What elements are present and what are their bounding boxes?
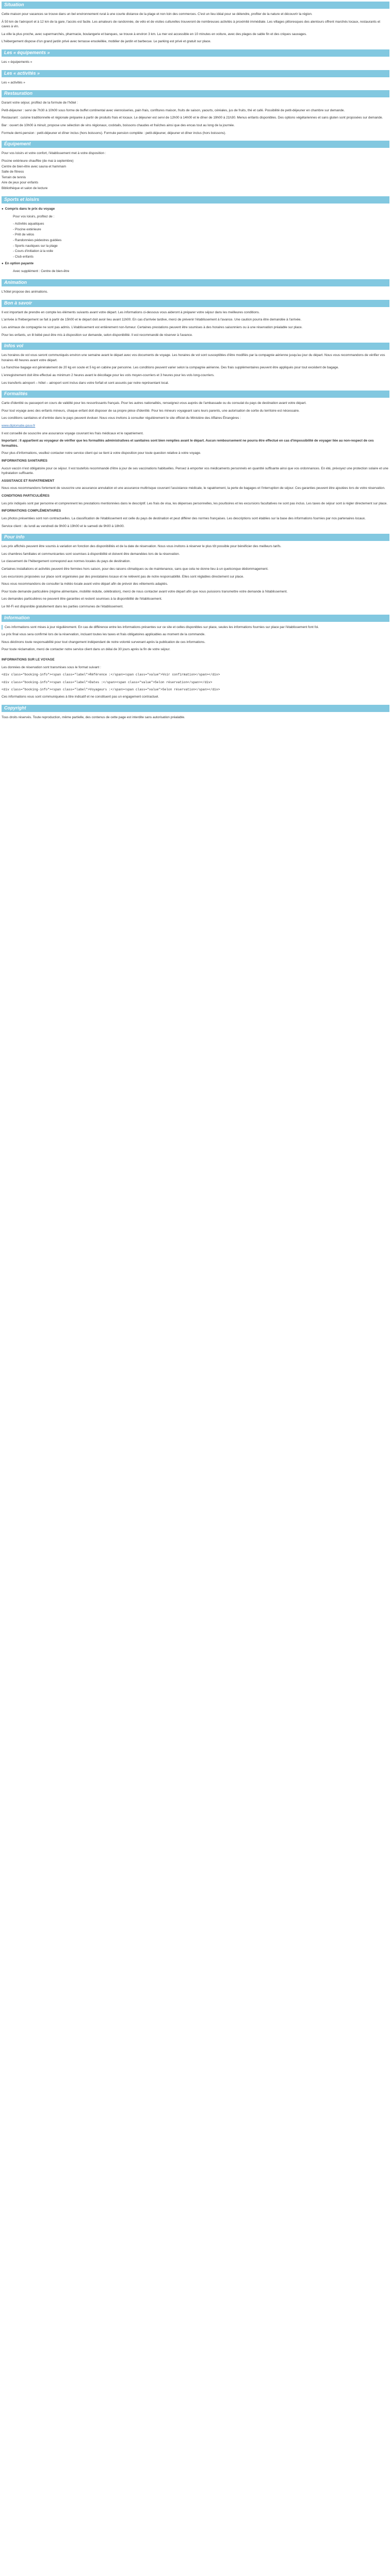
info-para-2: La franchise bagage est généralement de 20 kg en soute et 5 kg en cabine par personne. Les conditions peuvent varier selon la compagnie aérienne. Des frais supplémentaires peuvent être appliqués pour tout excédent de bagage. <box>2 366 339 370</box>
list-item: Aire de jeux pour enfants <box>2 181 39 185</box>
list-item: Salle de fitness <box>2 170 24 174</box>
info-para-1: Les horaires de vol vous seront communiqués environ une semaine avant le départ avec vos documents de voyage. Les horaires de vol sont susceptibles d'être modifiés par la compagnie aérienne jusqu'au jour du départ. Nous vous recommandons de vérifier vos horaires 48 heures avant votre départ. <box>2 353 385 362</box>
dash-icon: - <box>13 227 15 231</box>
formalities-para-5: Il est conseillé de souscrire une assurance voyage couvrant les frais médicaux et le rapatriement. <box>2 431 144 435</box>
equipment-short-text: Les « équipements » <box>2 60 32 64</box>
restaurant-para-5: Formule demi-pension : petit-déjeuner et dîner inclus (hors boissons). Formule pension complète : petit-déjeuner, déjeuner et dîner inclus (hors boissons). <box>2 131 226 135</box>
good-to-know-para-3: Les animaux de compagnie ne sont pas admis. L'établissement est entièrement non-fumeur. Certaines prestations peuvent être soumises à des horaires saisonniers ou à une réservation préalable sur place. <box>2 325 303 329</box>
sports-lead-text: Compris dans le prix du voyage <box>5 207 55 211</box>
bullet-icon: ● <box>2 207 4 211</box>
footer-section <box>2 705 389 720</box>
good-to-know-para-2: L'arrivée à l'hébergement se fait à partir de 15h00 et le départ doit avoir lieu avant 11h00. En cas d'arrivée tardive, merci de prévenir l'établissement à l'avance. Une caution pourra être demandée à l'arrivée. <box>2 318 302 322</box>
formalities-link-para <box>2 423 389 429</box>
list-item <box>13 222 389 227</box>
formalities-section <box>2 391 389 529</box>
situation-para-2: À 50 km de l'aéroport et à 12 km de la gare, l'accès est facile. Les amateurs de randonnée, de vélo et de visites culturelles trouveront de nombreuses activités à proximité immédiate. Les villages pittoresques des alentours offrent marchés locaux, restaurants et caves à vin. <box>2 20 381 29</box>
list-item-label: Piscine extérieure <box>14 227 41 231</box>
situation-section <box>2 2 389 44</box>
formalities-para-2: Pour tout voyage avec des enfants mineurs, chaque enfant doit disposer de sa propre pièce d'identité. Pour les mineurs voyageant sans leurs parents, une autorisation de sortie du territoire est nécessaire. <box>2 409 300 413</box>
notes-section <box>2 615 389 700</box>
dash-icon: - <box>13 244 15 248</box>
sports-title: Sports et loisirs <box>2 196 389 204</box>
for-info-para-7: Pour toute demande particulière (régime alimentaire, mobilité réduite, célébration), merci de nous contacter avant votre départ afin que nous puissions transmettre votre demande à l'établissement. <box>2 589 288 594</box>
restaurant-para-1: Durant votre séjour, profitez de la formule de l'hôtel : <box>2 101 78 105</box>
for-info-para-2: Les chambres familiales et communicantes sont soumises à disponibilité et doivent être demandées lors de la réservation. <box>2 552 180 556</box>
sports-lead <box>2 207 389 212</box>
sports-extra: Avec supplément : Centre de bien-être <box>13 269 70 274</box>
sports-intro: Pour vos loisirs, profitez de : <box>13 214 55 218</box>
info-para-4: Les transferts aéroport – hôtel – aéroport sont inclus dans votre forfait et sont assurés par notre représentant local. <box>2 381 169 385</box>
activities-short-section <box>2 70 389 86</box>
notes-para-1: Ces informations sont mises à jour régulièrement. En cas de différence entre les informations présentes sur ce site et celles disponibles sur place, seules les informations fournies sur place par l'établissement font foi. <box>2 625 389 630</box>
for-info-para-1: Les prix affichés peuvent être soumis à variation en fonction des disponibilités et de la date de réservation. Nous vous invitons à réserver le plus tôt possible pour bénéficier des meilleurs tarifs. <box>2 545 282 549</box>
list-item-label: Randonnées pédestres guidées <box>14 239 62 243</box>
formalities-block-1-text: Aucun vaccin n'est obligatoire pour ce séjour. Il est toutefois recommandé d'être à jour de ses vaccinations habituelles. Pensez à emporter vos médicaments personnels en quantité suffisante ainsi que vos ordonnances. En été, prévoyez une protection solaire et une hydratation suffisante. <box>2 466 388 476</box>
for-info-section <box>2 534 389 609</box>
list-item <box>13 238 389 243</box>
formalities-block-4-text: Les photos présentées sont non contractuelles. La classification de l'établissement est celle du pays de destination et peut différer des normes françaises. Les descriptions sont établies sur la base des informations fournies par nos partenaires locaux. <box>2 516 366 520</box>
equipment-title: Équipement <box>2 141 389 148</box>
list-item-label: Prêt de vélos <box>14 233 35 237</box>
good-to-know-section <box>2 300 389 337</box>
dash-icon: - <box>13 222 15 226</box>
situation-para-4: L'hébergement dispose d'un grand jardin privé avec terrasse ensoleillée, mobilier de jardin et barbecue. Le parking est privé et gratuit sur place. <box>2 40 211 44</box>
sports-lead-2-text: En option payante <box>5 262 34 266</box>
restaurant-para-3: Restaurant : cuisine traditionnelle et régionale préparée à partir de produits frais et locaux. Le déjeuner est servi de 12h00 à 14h00 et le dîner de 19h00 à 21h30. Menus enfants disponibles. Des options végétariennes et sans gluten sont proposées sur demande. <box>2 116 383 120</box>
formalities-title: Formalités <box>2 391 389 398</box>
for-info-para-8: Les demandes particulières ne peuvent être garanties et restent soumises à la disponibilité de l'établissement. <box>2 597 162 601</box>
sports-lead-2 <box>2 261 389 266</box>
dash-icon: - <box>13 249 15 253</box>
info-para-3: L'enregistrement doit être effectué au minimum 2 heures avant le décollage pour les vols moyen-courriers et 3 heures pour les vols long-courriers. <box>2 373 215 377</box>
activities-short-title: Les « activités » <box>2 70 389 77</box>
dash-icon: - <box>13 233 15 237</box>
list-item: Centre de bien-être avec sauna et hammam <box>2 164 67 168</box>
notes-code-line-2: <div class="booking-info"><span class="label">Dates :</span><span class="value">Selon réservation</span></div> <box>2 680 213 684</box>
formalities-block-2-heading: ASSISTANCE ET RAPATRIEMENT <box>2 479 55 483</box>
notes-code-line-1: <div class="booking-info"><span class="label">Référence :</span><span class="value">Voir confirmation</span></div> <box>2 673 220 677</box>
page <box>0 0 391 720</box>
formalities-para-3: Les conditions sanitaires et d'entrée dans le pays peuvent évoluer. Nous vous invitons à consulter régulièrement le site officiel du Ministère des Affaires Étrangères : <box>2 416 241 420</box>
list-item <box>13 232 389 238</box>
formalities-block-2-text: Nous vous recommandons fortement de souscrire une assurance annulation et une assurance multirisque couvrant l'assistance médicale, le rapatriement, la perte de bagages et l'interruption de séjour. Ces garanties peuvent être ajoutées lors de votre réservation. <box>2 486 385 490</box>
list-item <box>13 249 389 254</box>
list-item-label: Club enfants <box>14 255 34 259</box>
formalities-para-1: Carte d'identité ou passeport en cours de validité pour les ressortissants français. Pour les autres nationalités, renseignez-vous auprès de l'ambassade ou du consulat du pays de destination avant votre départ. <box>2 401 307 405</box>
activities-short-text: Les « activités » <box>2 80 25 84</box>
formalities-block-4-heading: INFORMATIONS COMPLÉMENTAIRES <box>2 509 61 513</box>
equipment-section <box>2 141 389 191</box>
situation-title: Situation <box>2 2 389 9</box>
sports-list <box>13 222 389 259</box>
restaurant-section <box>2 90 389 135</box>
formalities-para-6: Important : Il appartient au voyageur de vérifier que les formalités administratives et sanitaires sont bien remplies avant le départ. Aucun remboursement ne pourra être effectué en cas d'impossibilité de voyager liée au non-respect de ces formalités. <box>2 439 374 448</box>
situation-para-1: Cette maison pour vacances se trouve dans un bel environnement rural à une courte distance de la plage et non loin des commerces. C'est un lieu idéal pour se détendre, profiter de la nature et découvrir la région. <box>2 12 313 16</box>
good-to-know-title: Bon à savoir <box>2 300 389 307</box>
list-item <box>13 244 389 249</box>
list-item <box>13 255 389 260</box>
notes-code-intro: Les données de réservation sont transmises sous le format suivant : <box>2 665 101 669</box>
sports-section <box>2 196 389 274</box>
restaurant-para-2: Petit-déjeuner : servi de 7h30 à 10h00 sous forme de buffet continental avec viennoiseries, pain frais, confitures maison, fruits de saison, yaourts, céréales, jus de fruits, thé et café. Possibilité de petit-déjeuner en chambre sur demande. <box>2 108 345 112</box>
restaurant-title: Restauration <box>2 90 389 97</box>
info-section <box>2 343 389 385</box>
animation-section <box>2 279 389 295</box>
restaurant-para-4: Bar : ouvert de 10h00 à minuit, propose une sélection de vins régionaux, cocktails, boissons chaudes et fraîches ainsi que des encas tout au long de la journée. <box>2 124 235 128</box>
equipment-short-section <box>2 49 389 65</box>
notes-title: Information <box>2 615 389 622</box>
info-title: Infos vol <box>2 343 389 350</box>
list-item-label: Cours d'initiation à la voile <box>14 249 53 253</box>
equipment-intro: Pour vos loisirs et votre confort, l'établissement met à votre disposition : <box>2 151 106 156</box>
footer-text: Tous droits réservés. Toute reproduction, même partielle, des contenus de cette page est interdite sans autorisation préalable. <box>2 715 185 719</box>
good-to-know-para-1: Il est important de prendre en compte les éléments suivants avant votre départ. Les informations ci-dessous vous aideront à préparer votre séjour dans les meilleures conditions. <box>2 310 260 314</box>
footer-title: Copyright <box>2 705 389 712</box>
for-info-para-6: Nous vous recommandons de consulter la météo locale avant votre départ afin de prévoir des vêtements adaptés. <box>2 582 168 586</box>
bullet-icon: ● <box>2 262 4 266</box>
list-item: Terrain de tennis <box>2 175 26 179</box>
list-item: Bibliothèque et salon de lecture <box>2 186 48 190</box>
notes-para-3: Nous déclinons toute responsabilité pour tout changement indépendant de notre volonté survenant après la publication de ces informations. <box>2 640 206 644</box>
formalities-block-3-text: Les prix indiqués sont par personne et comprennent les prestations mentionnées dans le descriptif. Les frais de visa, les dépenses personnelles, les pourboires et les excursions facultatives ne sont pas inclus. Les taxes de séjour sont à régler directement sur place. <box>2 501 388 505</box>
for-info-title: Pour info <box>2 534 389 541</box>
notes-para-2: Le prix final vous sera confirmé lors de la réservation, incluant toutes les taxes et frais obligatoires applicables au moment de la commande. <box>2 633 205 637</box>
animation-text: L'hôtel propose des animations. <box>2 290 48 294</box>
notes-code-heading: INFORMATIONS SUR LE VOYAGE <box>2 658 55 662</box>
equipment-short-title: Les « équipements » <box>2 49 389 57</box>
list-item <box>13 227 389 232</box>
dash-icon: - <box>13 239 15 243</box>
for-info-para-9: Le Wi-Fi est disponible gratuitement dans les parties communes de l'établissement. <box>2 605 124 608</box>
dash-icon: - <box>13 255 15 259</box>
formalities-block-1-heading: INFORMATIONS SANITAIRES <box>2 459 47 463</box>
formalities-para-7: Pour plus d'informations, veuillez contacter notre service client qui se tient à votre disposition pour toute question relative à votre voyage. <box>2 451 201 455</box>
good-to-know-para-4: Pour les enfants, un lit bébé peut être mis à disposition sur demande, selon disponibilité. Il est recommandé de réserver à l'avance. <box>2 333 193 337</box>
formalities-block-3-heading: CONDITIONS PARTICULIÈRES <box>2 494 50 498</box>
for-info-para-3: Le classement de l'hébergement correspond aux normes locales du pays de destination. <box>2 560 131 564</box>
formalities-contact: Service client : du lundi au vendredi de 9h00 à 19h00 et le samedi de 9h00 à 18h00. <box>2 524 125 528</box>
for-info-para-4: Certaines installations et activités peuvent être fermées hors saison, pour des raisons climatiques ou de maintenance, sans que cela ne donne lieu à un quelconque dédommagement. <box>2 567 269 571</box>
situation-para-3: La ville la plus proche, avec supermarchés, pharmacie, boulangerie et banques, se trouve à environ 3 km. La mer est accessible en 10 minutes en voiture, avec des plages de sable fin et des criques sauvages. <box>2 32 307 36</box>
diplomatie-link[interactable]: www.diplomatie.gouv.fr <box>2 423 36 428</box>
notes-code-line-3: <div class="booking-info"><span class="label">Voyageurs :</span><span class="value">Selon réservation</span></div> <box>2 687 220 691</box>
list-item-label: Activités aquatiques <box>14 222 44 226</box>
equipment-list <box>2 159 389 191</box>
list-item: Piscine extérieure chauffée (de mai à septembre) <box>2 159 74 163</box>
animation-title: Animation <box>2 279 389 286</box>
list-item-label: Sports nautiques sur la plage <box>14 244 58 248</box>
notes-closing: Ces informations vous sont communiquées à titre indicatif et ne constituent pas un engagement contractuel. <box>2 695 159 699</box>
notes-para-4: Pour toute réclamation, merci de contacter notre service client dans un délai de 30 jours après la fin de votre séjour. <box>2 648 171 652</box>
for-info-para-5: Les excursions proposées sur place sont organisées par des prestataires locaux et ne relèvent pas de notre responsabilité. Elles sont réglables directement sur place. <box>2 574 244 579</box>
